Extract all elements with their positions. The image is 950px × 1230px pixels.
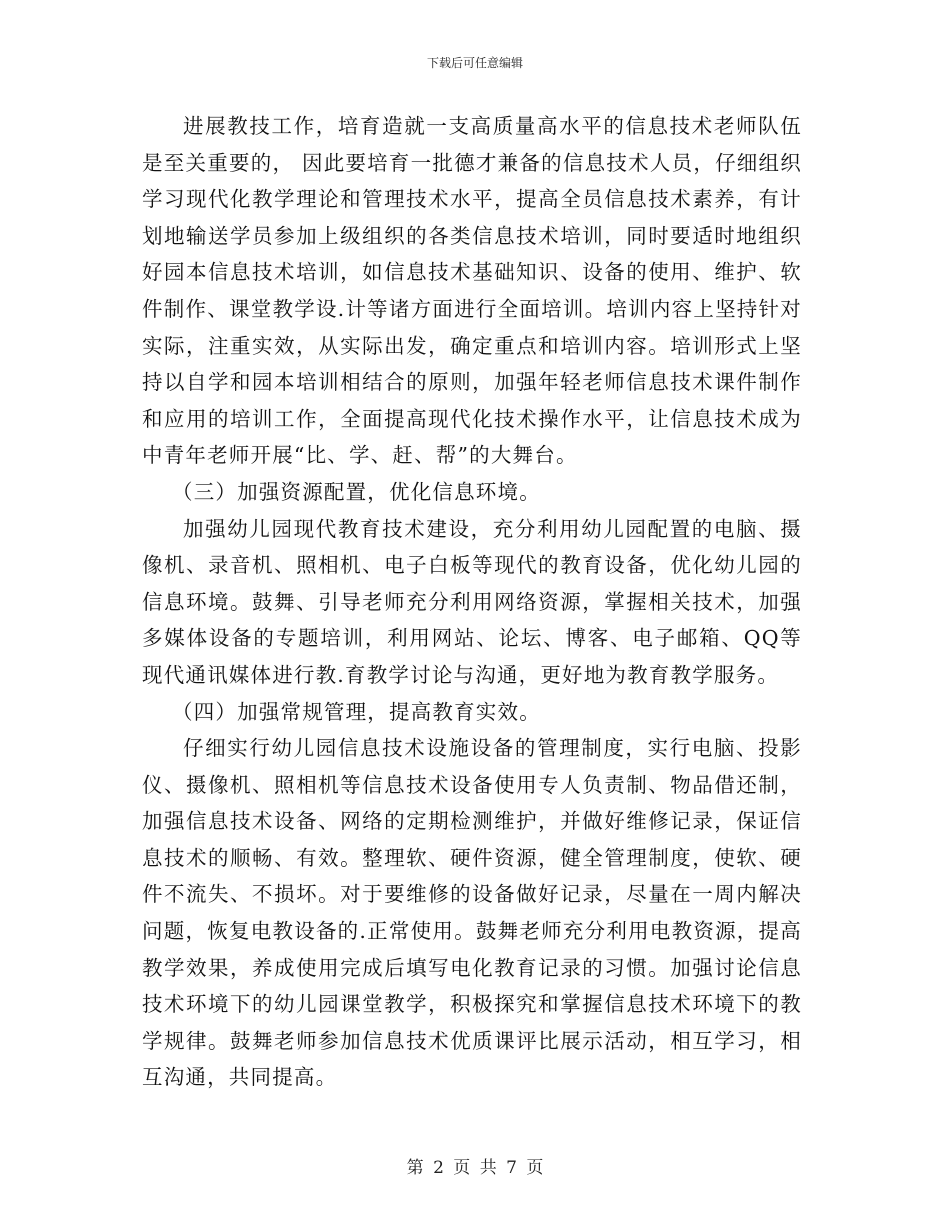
document-body bbox=[142, 108, 802, 1096]
paragraph-resource-configuration: 加强幼儿园现代教育技术建设，充分利用幼儿园配置的电脑、摄像机、录音机、照相机、电子白板等现代的教育设备，优化幼儿园的信息环境。鼓舞、引导老师充分利用网络资源，掌握相关技术，加强多媒体设备的专题培训，利用网站、论坛、博客、电子邮箱、QQ等现代通讯媒体进行教.育教学讨论与沟通，更好地为教育教学服务。 bbox=[142, 516, 802, 687]
section-heading-4: （四）加强常规管理，提高教育实效。 bbox=[172, 699, 541, 724]
page-number: 第 2 页 共 7 页 bbox=[406, 1158, 544, 1178]
paragraph-teacher-training: 进展教技工作，培育造就一支高质量高水平的信息技术老师队伍是至关重要的， 因此要培育一批德才兼备的信息技术人员，仔细组织学习现代化教学理论和管理技术水平，提高全员信息技术素养，有计划地输送学员参加上级组织的各类信息技术培训，同时要适时地组织好园本信息技术培训，如信息技术基础知识、设备的使用、维护、软件制作、课堂教学设.计等诸方面进行全面培训。培训内容上坚持针对实际，注重实效，从实际出发，确定重点和培训内容。培训形式上坚持以自学和园本培训相结合的原则，加强年轻老师信息技术课件制作和应用的培训工作，全面提高现代化技术操作水平，让信息技术成为中青年老师开展“比、学、赶、帮”的大舞台。 bbox=[142, 114, 802, 468]
section-heading-3: （三）加强资源配置，优化信息环境。 bbox=[172, 479, 541, 504]
paragraph-routine-management: 仔细实行幼儿园信息技术设施设备的管理制度，实行电脑、投影仪、摄像机、照相机等信息技术设备使用专人负责制、物品借还制，加强信息技术设备、网络的定期检测维护，并做好维修记录，保证信息技术的顺畅、有效。整理软、硬件资源，健全管理制度，使软、硬件不流失、不损坏。对于要维修的设备做好记录，尽量在一周内解决问题，恢复电教设备的.正常使用。鼓舞老师充分利用电教资源，提高教学效果，养成使用完成后填写电化教育记录的习惯。加强讨论信息技术环境下的幼儿园课堂教学，积极探究和掌握信息技术环境下的教学规律。鼓舞老师参加信息技术优质课评比展示活动，相互学习，相互沟通，共同提高。 bbox=[142, 736, 802, 1090]
page-header-note: 下载后可任意编辑 bbox=[426, 56, 523, 70]
